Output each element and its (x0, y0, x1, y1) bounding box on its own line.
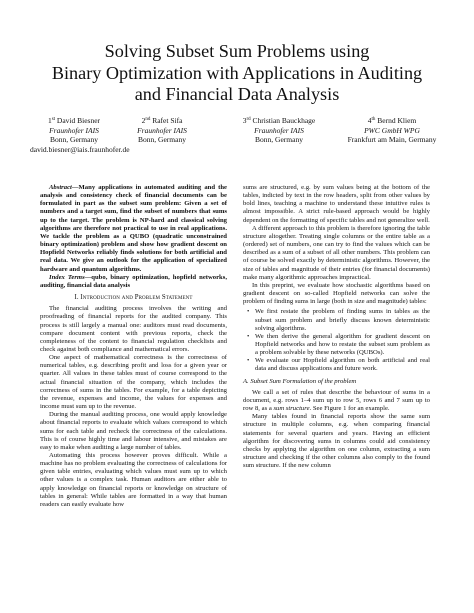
author-location: Bonn, Germany (255, 135, 303, 145)
paragraph: In this preprint, we evaluate how stochastic algorithms based on gradient descent on so-called Hopfield networks can solve the problem of finding sums in large (both in size and magnitude) tables: (243, 281, 430, 306)
author-affiliation: Fraunhofer IAIS (49, 125, 99, 135)
author-location: Bonn, Germany (138, 135, 186, 145)
paragraph: During the manual auditing process, one would apply knowledge about financial reports to evaluate which values correspond to which sums for each table and recheck the correctness of the calculations. This is of course highly time and labour intensive, and mistakes are easy to make when auditing a large number of tables. (40, 411, 227, 451)
abstract (40, 184, 227, 274)
author-location: Bonn, Germany (50, 135, 98, 145)
author-number: 4 (367, 116, 372, 125)
author-number: 3 (242, 116, 247, 125)
author-name: David Biesner (56, 116, 101, 125)
right-column (243, 184, 430, 470)
author-2 (119, 115, 205, 145)
left-column (40, 184, 227, 509)
paragraph: Many tables found in financial reports show the same sum structure in multiple columns, e.g. when comparing financial statements for several quarters and years. Having an efficient algorithm for discovering sums in columns could aid consistency checks by applying the algorithm on one column, extracting a sum structure and checking if the other columns also comply to the found sum structure. If the new column (243, 413, 430, 470)
paragraph: The financial auditing process involves the writing and proofreading of financial reports for the audited company. This process is still largely a manual one: auditors must read documents, compare document content with previous reports, check the completeness of the content to financial regulation checklists and check against both compliance and mathematical errors. (40, 305, 227, 353)
index-terms-label: Index Terms (49, 273, 85, 281)
title-line: and Financial Data Analysis (134, 84, 340, 104)
title-line: Solving Subset Sum Problems using (104, 41, 370, 61)
title-line: Binary Optimization with Applications in Auditing (51, 62, 423, 83)
author-ordinal: rd (246, 117, 251, 122)
paragraph: Automating this process however proves difficult. While a machine has no problem evaluating the correctness of calculations for given table entries, evaluating which values must sum up to which other values is a complex task. Human auditors are either able to apply knowledge on financial reports or knowledge on structure of tables in general: While tables are formatted in a way that human readers can easily evaluate how (40, 452, 227, 508)
paragraph: We call a set of rules that describe the behaviour of sums in a document, e.g. rows 1–4 sum up to row 5, rows 6 and 7 sum up to row 8, as a sum structure. See Figure 1 for an example. (243, 388, 430, 413)
list-item: • We then derive the general algorithm for gradient descent on Hopfield networks and how to restate the subset sum problem as a problem solvable by these networks (QUBOs). (255, 333, 430, 357)
author-number: 2 (141, 116, 146, 125)
paragraph: One aspect of mathematical correctness is the correctness of numerical tables, e.g. describing profit and loss for a given year or quarter. All values in these tables must of course correspond to the actual financial situation of the company, which includes the correctness of sums in the tables. For example, for a table depicting the revenue, expenses and income, the values for expenses and income must sum up to the revenue. (40, 354, 227, 411)
author-ordinal: st (51, 117, 56, 122)
author-affiliation: Fraunhofer IAIS (137, 125, 187, 135)
author-name: Christian Bauckhage (252, 116, 316, 125)
author-location: Frankfurt am Main, Germany (347, 135, 437, 145)
abstract-text: —Many applications in automated auditing and the analysis and consistency check of financial documents can be formulated in part as the subset sum problem: Given a set of numbers and a target sum, find the subset of numbers that sums up to the target. The problem is NP-hard and classical solving algorithms are therefore not practical to use in real applications. We tackle the problem as a QUBO (quadratic unconstrained binary optimization) problem and show how gradient descent on Hopfield Networks reliably finds solutions for both artificial and real data. We give an outlook for the application of specialized hardware and quantum algorithms. (40, 184, 227, 273)
author-name: Rafet Sifa (152, 116, 183, 125)
author-name: Bernd Kliem (377, 116, 417, 125)
author-3 (226, 115, 332, 145)
list-item: • We first restate the problem of finding sums in tables as the subset sum problem and briefly discuss known deterministic solving algorithms. (255, 308, 430, 332)
subsection-heading: A. Subset Sum Formulation of the problem (243, 377, 357, 385)
list-item: • We evaluate our Hopfield algorithm on both artificial and real data and discuss applications and future work. (255, 357, 430, 373)
contribution-list (243, 308, 430, 373)
author-affiliation: PWC GmbH WPG (364, 125, 420, 135)
paper-title (20, 41, 454, 106)
author-4 (346, 115, 438, 145)
section-heading: I. Introduction and Problem Statement (74, 294, 193, 302)
author-email[interactable]: david.biesner@iais.fraunhofer.de (30, 144, 130, 154)
index-terms (40, 274, 227, 290)
author-number: 1 (47, 116, 52, 125)
author-affiliation: Fraunhofer IAIS (254, 125, 304, 135)
author-ordinal: th (371, 117, 376, 122)
paragraph: A different approach to this problem is therefore ignoring the table structure altogether. Treating single columns or the entire table as a (ordered) set of numbers, one can try to find the values which can be described as a sum of a subset of all other numbers. This problem can of course be solved exactly by deterministic algorithms. However, the size of tables and magnitude of their entries (for financial documents) make many algorithmic approaches impractical. (243, 224, 430, 281)
author-1 (30, 115, 130, 154)
abstract-label: Abstract (49, 184, 72, 191)
index-terms-text: —qubo, binary optimization, hopfield networks, auditing, financial data analysis (40, 273, 227, 289)
author-ordinal: nd (145, 117, 151, 122)
paragraph: sums are structured, e.g. by sum values being at the bottom of the tables, indicted by text in the row headers, split from other values by bold lines, teaching a machine to understand these intuitive rules is almost impossible. A strict rule-based approach would be highly dependent on the formatting of specific tables and not generalize well. (243, 184, 430, 224)
